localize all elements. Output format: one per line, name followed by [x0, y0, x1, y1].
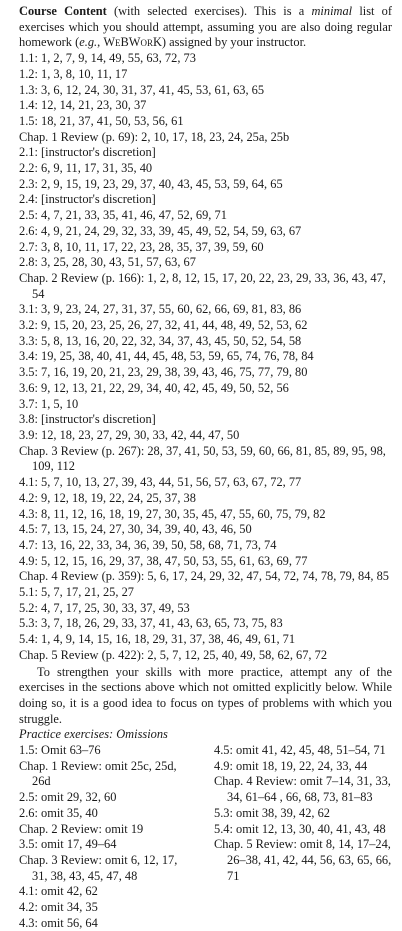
- omission-row: Chap. 3 Review: omit 6, 12, 17, 31, 38, 43, 45, 47, 48: [19, 852, 178, 883]
- omissions-left-column: [19, 743, 195, 931]
- omission-row: 4.5: omit 41, 42, 45, 48, 51–54, 71: [214, 743, 386, 758]
- exercise-row: 4.9: 5, 12, 15, 16, 29, 37, 38, 47, 50, 53, 55, 61, 63, 69, 77: [19, 553, 308, 568]
- omission-row: Chap. 2 Review: omit 19: [19, 821, 144, 836]
- exercise-row: Chap. 4 Review (p. 359): 5, 6, 17, 24, 29, 32, 47, 54, 72, 74, 78, 79, 84, 85: [19, 569, 389, 584]
- intro-paragraph: [19, 4, 392, 51]
- exercise-row: 4.7: 13, 16, 22, 33, 34, 36, 39, 50, 58, 68, 71, 73, 74: [19, 537, 277, 552]
- exercise-row: 1.2: 1, 3, 8, 10, 11, 17: [19, 66, 128, 81]
- exercise-row: 2.8: 3, 25, 28, 30, 43, 51, 57, 63, 67: [19, 255, 196, 270]
- omissions-right-column: [214, 743, 392, 931]
- exercise-row: 1.1: 1, 2, 7, 9, 14, 49, 55, 63, 72, 73: [19, 51, 196, 66]
- exercise-list: [19, 51, 392, 663]
- omissions-columns: [19, 743, 392, 931]
- exercise-row: 2.5: 4, 7, 21, 33, 35, 41, 46, 47, 52, 69, 71: [19, 208, 227, 223]
- exercise-row: 3.4: 19, 25, 38, 40, 41, 44, 45, 48, 53, 59, 65, 74, 76, 78, 84: [19, 349, 314, 364]
- intro-text-1: (with selected exercises). This is a: [106, 4, 312, 18]
- intro-text-3: ,: [97, 35, 104, 50]
- exercise-row: 3.9: 12, 18, 23, 27, 29, 30, 33, 42, 44, 47, 50: [19, 427, 240, 442]
- intro-text-2: list of exercises which you should attempt, assuming you are also doing regular homework (: [19, 4, 393, 50]
- omission-row: 2.6: omit 35, 40: [19, 805, 98, 820]
- exercise-row: 4.1: 5, 7, 10, 13, 27, 39, 43, 44, 51, 56, 57, 63, 67, 72, 77: [19, 475, 302, 490]
- exercise-row: 3.8: [instructor's discretion]: [19, 412, 156, 427]
- intro-lead: Course Content: [19, 4, 107, 18]
- exercise-row: 3.1: 3, 9, 23, 24, 27, 31, 37, 55, 60, 62, 66, 69, 81, 83, 86: [19, 302, 302, 317]
- exercise-row: 2.4: [instructor's discretion]: [19, 192, 156, 207]
- exercise-row: 2.3: 2, 9, 15, 19, 23, 29, 37, 40, 43, 45, 53, 59, 64, 65: [19, 176, 283, 191]
- exercise-row: 2.7: 3, 8, 10, 11, 17, 22, 23, 28, 35, 37, 39, 59, 60: [19, 239, 264, 254]
- omission-row: 2.5: omit 29, 32, 60: [19, 790, 117, 805]
- exercise-row: 2.1: [instructor's discretion]: [19, 145, 156, 160]
- omission-row: Chap. 4 Review: omit 7–14, 31, 33, 34, 61–64 , 66, 68, 73, 81–83: [214, 774, 391, 805]
- omission-row: 5.4: omit 12, 13, 30, 40, 41, 43, 48: [214, 821, 386, 836]
- intro-emphasis-minimal: minimal: [311, 4, 353, 18]
- exercise-row: 3.3: 5, 8, 13, 16, 20, 22, 32, 34, 37, 43, 45, 50, 52, 54, 58: [19, 333, 302, 348]
- exercise-row: 2.6: 4, 9, 21, 24, 29, 32, 33, 39, 45, 49, 52, 54, 59, 63, 67: [19, 223, 302, 238]
- exercise-row: 5.4: 1, 4, 9, 14, 15, 16, 18, 29, 31, 37, 38, 46, 49, 61, 71: [19, 632, 296, 647]
- exercise-row: 2.2: 6, 9, 11, 17, 31, 35, 40: [19, 161, 153, 176]
- intro-text-4: ) assigned by your instructor.: [161, 35, 307, 50]
- exercise-row: 4.2: 9, 12, 18, 19, 22, 24, 25, 37, 38: [19, 490, 196, 505]
- exercise-row: 4.5: 7, 13, 15, 24, 27, 30, 34, 39, 40, 43, 46, 50: [19, 522, 252, 537]
- exercise-row: Chap. 3 Review (p. 267): 28, 37, 41, 50, 53, 59, 60, 66, 81, 85, 89, 95, 98, 109, 112: [19, 443, 386, 474]
- exercise-row: 3.6: 9, 12, 13, 21, 22, 29, 34, 40, 42, 45, 49, 50, 52, 56: [19, 380, 289, 395]
- exercise-row: 5.1: 5, 7, 17, 21, 25, 27: [19, 585, 134, 600]
- omission-row: 4.3: omit 56, 64: [19, 915, 98, 930]
- omission-row: 1.5: Omit 63–76: [19, 743, 101, 758]
- omission-row: Chap. 5 Review: omit 8, 14, 17–24, 26–38, 41, 42, 44, 56, 63, 65, 66, 71: [214, 837, 392, 883]
- exercise-row: Chap. 1 Review (p. 69): 2, 10, 17, 18, 23, 24, 25a, 25b: [19, 129, 290, 144]
- omission-row: 3.5: omit 17, 49–64: [19, 837, 117, 852]
- exercise-row: Chap. 2 Review (p. 166): 1, 2, 8, 12, 15, 17, 20, 22, 23, 29, 33, 36, 43, 47, 54: [19, 270, 386, 301]
- omission-row: 4.2: omit 34, 35: [19, 900, 98, 915]
- exercise-row: 5.3: 3, 7, 18, 26, 29, 33, 37, 41, 43, 63, 65, 73, 75, 83: [19, 616, 283, 631]
- exercise-row: 3.7: 1, 5, 10: [19, 396, 79, 411]
- omission-row: 4.1: omit 42, 62: [19, 884, 98, 899]
- intro-emphasis-eg: e.g.: [79, 35, 98, 50]
- omission-row: Chap. 1 Review: omit 25c, 25d, 26d: [19, 758, 177, 789]
- omission-row: 4.9: omit 18, 19, 22, 24, 33, 44: [214, 758, 368, 773]
- omissions-title: Practice exercises: Omissions: [19, 727, 168, 742]
- exercise-row: Chap. 5 Review (p. 422): 2, 5, 7, 12, 25, 40, 49, 58, 62, 67, 72: [19, 647, 328, 662]
- exercise-row: 1.4: 12, 14, 21, 23, 30, 37: [19, 98, 147, 113]
- exercise-row: 5.2: 4, 7, 17, 25, 30, 33, 37, 49, 53: [19, 600, 190, 615]
- intro-webwork: WeBWorK: [103, 35, 162, 50]
- exercise-row: 3.2: 9, 15, 20, 23, 25, 26, 27, 32, 41, 44, 48, 49, 52, 53, 62: [19, 318, 308, 333]
- exercise-row: 1.3: 3, 6, 12, 24, 30, 31, 37, 41, 45, 53, 61, 63, 65: [19, 82, 265, 97]
- omission-row: 5.3: omit 38, 39, 42, 62: [214, 805, 330, 820]
- practice-paragraph: To strengthen your skills with more practice, attempt any of the exercises in the sections above which not omitted explicitly below. While doing so, it is a good idea to focus on types of problems with which you struggle.: [19, 664, 392, 726]
- exercise-row: 3.5: 7, 16, 19, 20, 21, 23, 29, 38, 39, 43, 46, 75, 77, 79, 80: [19, 365, 308, 380]
- exercise-row: 1.5: 18, 21, 37, 41, 50, 53, 56, 61: [19, 113, 184, 128]
- exercise-row: 4.3: 8, 11, 12, 16, 18, 19, 27, 30, 35, 45, 47, 55, 60, 75, 79, 82: [19, 506, 326, 521]
